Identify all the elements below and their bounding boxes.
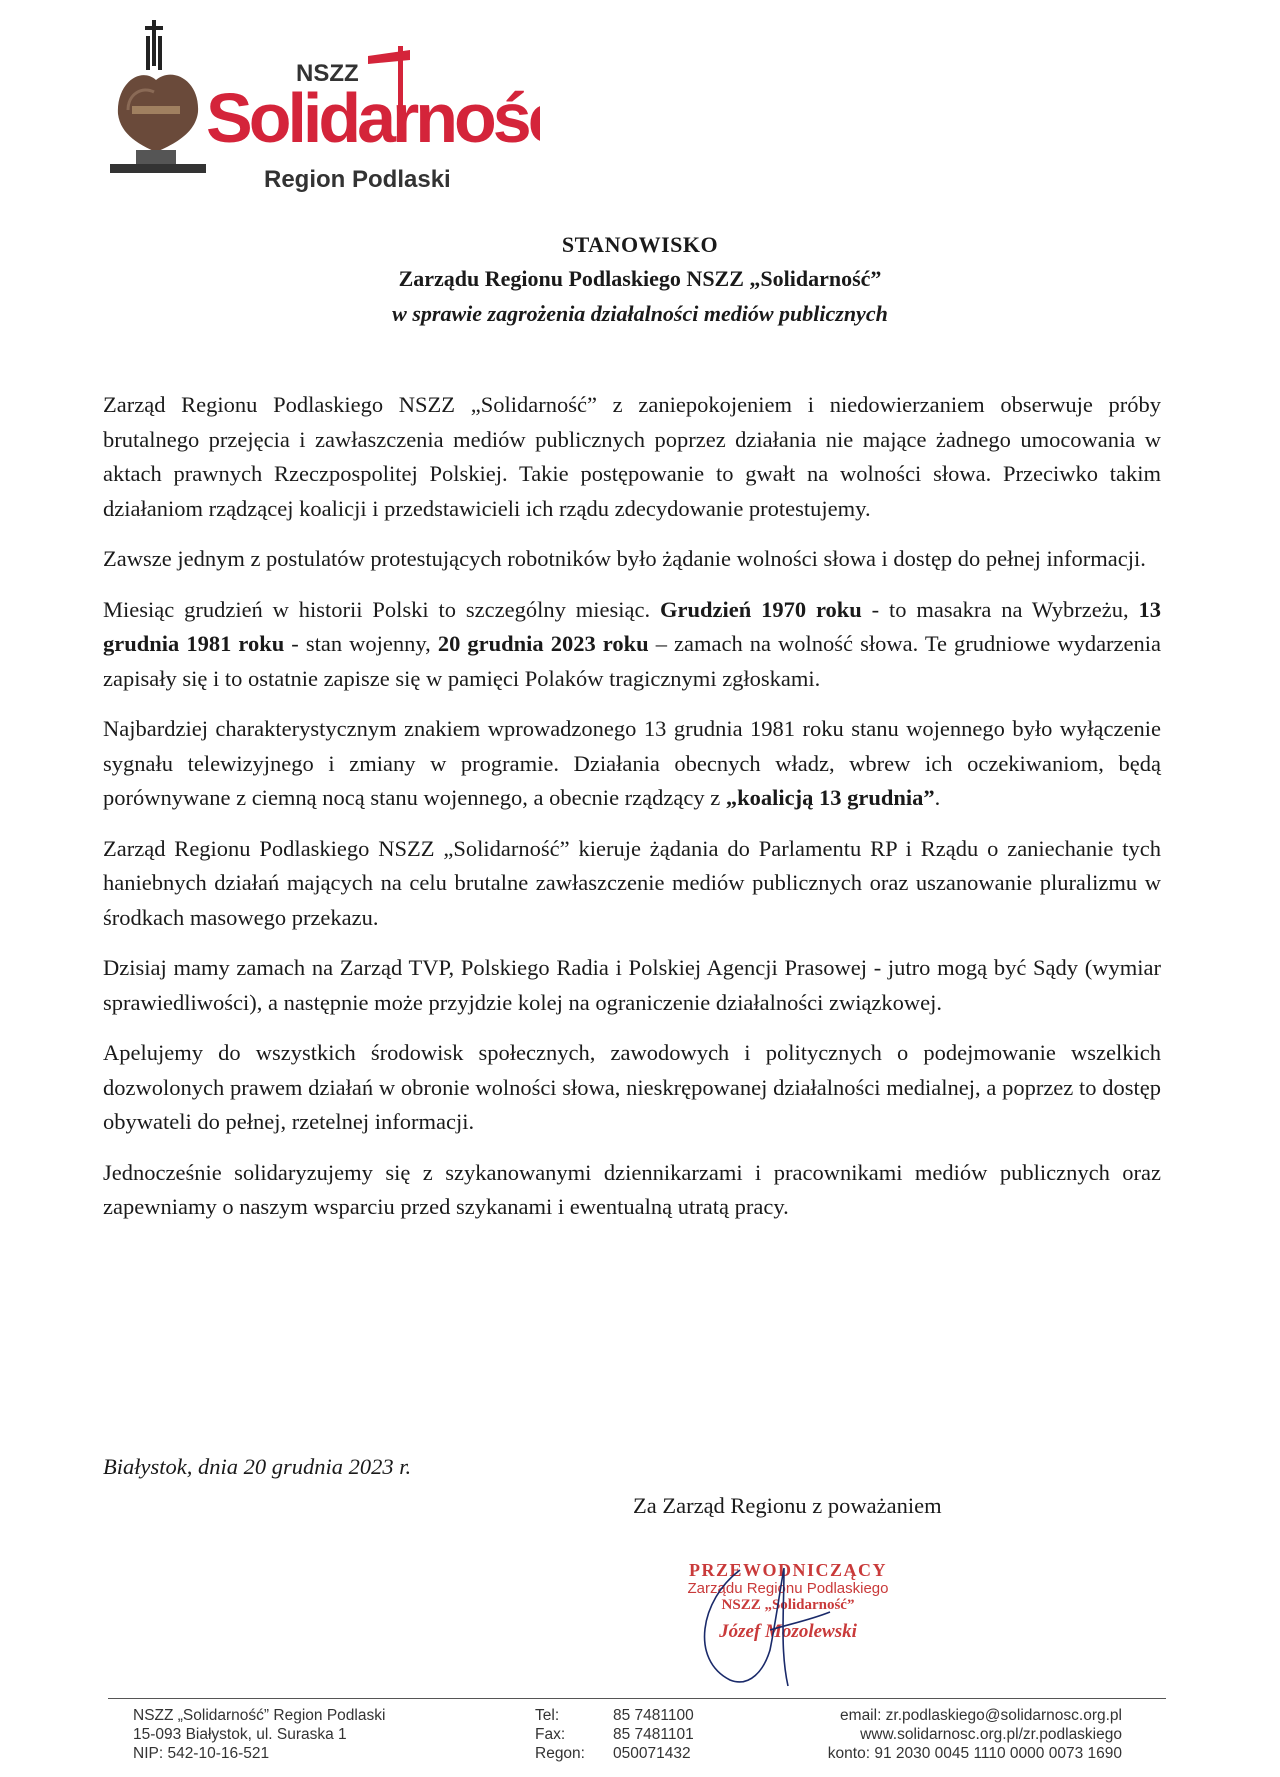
fax-label: Fax: <box>535 1726 566 1743</box>
solidarnosc-logo <box>110 14 540 194</box>
footer-online <box>760 1706 1122 1763</box>
footer-email: email: zr.podlaskiego@solidarnosc.org.pl <box>840 1707 1122 1724</box>
paragraph-7: Apelujemy do wszystkich środowisk społecznych, zawodowych i politycznych o podejmowanie wszelkich dozwolonych prawem działań w obronie wolności słowa, nieskrępowanej działalności medialnej, a poprzez to dostęp obywateli do pełnej, rzetelnej informacji. <box>103 1040 1161 1134</box>
paragraph-5: Zarząd Regionu Podlaskiego NSZZ „Solidarność” kieruje żądania do Parlamentu RP i Rządu o zaniechanie tych haniebnych działań mających na celu brutalne zawłaszczenie mediów publicznych oraz uszanowanie pluralizmu w środkach masowego przekazu. <box>103 835 1161 930</box>
stamp-board: Zarządu Regionu Podlaskiego <box>687 1580 889 1597</box>
regon-label: Regon: <box>535 1745 585 1762</box>
handwritten-signature <box>680 1560 880 1690</box>
paragraph-2: Zawsze jednym z postulatów protestujących robotników było żądanie wolności słowa i dostęp do pełnej informacji. <box>103 546 1146 571</box>
p3-text: Miesiąc grudzień w historii Polski to szczególny miesiąc. <box>103 596 660 622</box>
statement-body <box>103 388 1161 1241</box>
p4-bold-phrase: „koalicją 13 grudnia” <box>725 785 935 810</box>
paragraph-1: Zarząd Regionu Podlaskiego NSZZ „Solidarność” z zaniepokojeniem i niedowierzaniem obserwuje próby brutalnego przejęcia i zawłaszczenia mediów publicznych poprzez działania nie mające żadnego umocowania w aktach prawnych Rzeczpospolitej Polskiej. Takie postępowanie to gwałt na wolności słowa. Przeciwko takim działaniom rządzącej koalicji i przedstawicieli ich rządu zdecydowanie protestujemy. <box>103 392 1161 521</box>
paragraph-4 <box>103 712 1161 816</box>
footer-divider <box>108 1698 1166 1699</box>
tel-label: Tel: <box>535 1707 560 1724</box>
footer-nip: NIP: 542-10-16-521 <box>133 1745 270 1762</box>
stamp-name: Józef Mozolewski <box>719 1621 857 1642</box>
p3-text: - stan wojenny, <box>284 631 438 656</box>
p3-text: - to masakra na Wybrzeżu, <box>861 596 1139 622</box>
footer-website: www.solidarnosc.org.pl/zr.podlaskiego <box>860 1726 1122 1743</box>
logo-region: Region Podlaski <box>264 166 451 193</box>
stamp-title: PRZEWODNICZĄCY <box>688 1560 887 1580</box>
regards-line: Za Zarząd Regionu z poważaniem <box>633 1493 942 1518</box>
regon-value: 050071432 <box>613 1745 691 1762</box>
document-title: STANOWISKO <box>561 232 719 257</box>
place-date: Białystok, dnia 20 grudnia 2023 r. <box>103 1454 412 1479</box>
footer-org: NSZZ „Solidarność” Region Podlaski <box>133 1707 386 1724</box>
wordmark: Solidarność <box>206 79 540 157</box>
stamp-union: NSZZ „Solidarność” <box>721 1597 855 1613</box>
p4-text: Najbardziej charakterystycznym znakiem wprowadzonego 13 grudnia 1981 roku stanu wojennego było wyłączenie sygnału telewizyjnego i zmiany w programie. Działania obecnych władz, wbrew ich oczekiwaniom, będą porównywane z ciemną nocą stanu wojennego, a obecnie rządzący z <box>103 716 1161 810</box>
p4-text: . <box>934 785 941 810</box>
paragraph-3 <box>103 593 1161 697</box>
p3-bold-date: Grudzień 1970 roku <box>659 596 862 622</box>
p3-text: – zamach na wolność słowa. Te grudniowe wydarzenia zapisały się i to ostatnie zapisze się w pamięci Polaków tragicznymi zgłoskami. <box>103 631 1162 691</box>
paragraph-8: Jednocześnie solidaryzujemy się z szykanowanymi dziennikarzami i pracownikami mediów publicznych oraz zapewniamy o naszym wsparciu przed szykanami i ewentualną utratą pracy. <box>103 1159 1161 1219</box>
footer-address <box>133 1706 385 1763</box>
tel-value: 85 7481100 <box>613 1707 694 1724</box>
footer-street: 15-093 Białystok, ul. Suraska 1 <box>133 1726 347 1743</box>
document-subtitle: Zarządu Regionu Podlaskiego NSZZ „Solidarność” <box>398 266 882 291</box>
document-topic: w sprawie zagrożenia działalności mediów publicznych <box>392 301 888 326</box>
logo-nszz: NSZZ <box>296 60 359 87</box>
paragraph-6: Dzisiaj mamy zamach na Zarząd TVP, Polskiego Radia i Polskiej Agencji Prasowej - jutro mogą być Sądy (wymiar sprawiedliwości), a następnie może przyjdzie kolej na ograniczenie działalności związkowej. <box>103 955 1161 1015</box>
p3-bold-date: 13 grudnia 1981 roku <box>103 596 1161 656</box>
footer-contacts <box>535 1706 694 1763</box>
footer-bank-account: konto: 91 2030 0045 1110 0000 0073 1690 <box>827 1745 1122 1762</box>
p3-bold-date: 20 grudnia 2023 roku <box>437 631 649 656</box>
fax-value: 85 7481101 <box>613 1726 694 1743</box>
